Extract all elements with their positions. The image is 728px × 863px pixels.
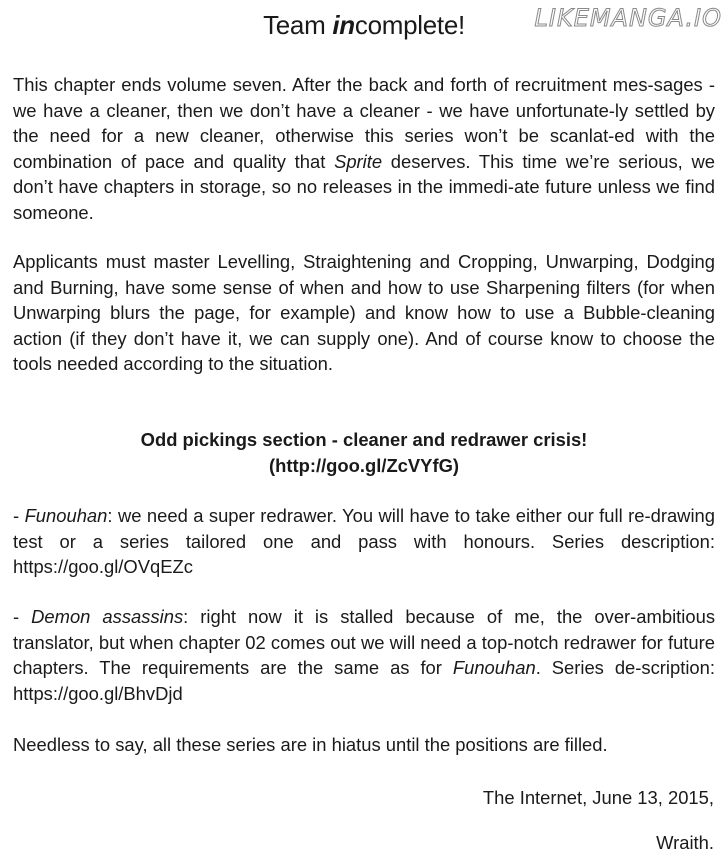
series-title-sprite: Sprite <box>334 150 383 172</box>
section-heading-link[interactable]: (http://goo.gl/ZcVYfG) <box>269 454 459 476</box>
p1-text-b: deserves. This time we’re serious, we don’t have chapters in storage, so no releases in the immedi-ate future unless we find someone. <box>13 150 715 223</box>
series-demon-text-b: . Series de-scription: https://goo.gl/BhvDjd <box>13 657 715 704</box>
volume-end-paragraph <box>13 72 715 225</box>
series-name-demon-assassins: Demon assassins <box>31 606 184 627</box>
series-prefix: - <box>13 505 25 526</box>
series-demon-text-a: : right now it is stalled because of me, the over-ambitious translator, but when chapter 02 comes out we will need a top-notch redrawer for future chapters. The requirements are the same as for <box>13 606 716 678</box>
series-prefix: - <box>13 606 32 627</box>
section-heading-text: Odd pickings section - cleaner and redrawer crisis! <box>140 429 588 450</box>
title-suffix: complete! <box>354 10 465 40</box>
title-emphasis: in <box>332 10 355 40</box>
title-prefix: Team <box>263 10 333 40</box>
applicant-requirements-paragraph: Applicants must master Levelling, Straightening and Cropping, Unwarping, Dodging and Burning, have some sense of when and how to use Sharpening filters (for when Unwarping blurs the page, for example) and know how to use a Bubble-cleaning action (if they don’t have it, we can supply one). And of course know to choose the tools needed according to the situation. <box>13 251 715 374</box>
series-funouhan-text: : we need a super redrawer. You will have to take either our full re-drawing test or a series tailored one and pass with honours. Series description: https://goo.gl/OVqEZc <box>13 505 715 577</box>
series-name-funouhan: Funouhan <box>24 505 108 526</box>
series-demon-assassins-paragraph <box>13 604 715 706</box>
series-funouhan-paragraph <box>13 503 715 580</box>
section-heading <box>0 427 728 478</box>
p1-text-a: This chapter ends volume seven. After the back and forth of recruitment mes-sages - we have a cleaner, then we don’t have a cleaner - we have unfortunate-ly settled by the need for a new cleaner, otherwise this series won’t be scanlat-ed with the combination of pace and quality that <box>13 74 715 172</box>
dateline: The Internet, June 13, 2015, <box>482 787 714 808</box>
hiatus-note: Needless to say, all these series are in hiatus until the positions are filled. <box>13 734 608 755</box>
series-ref-funouhan: Funouhan <box>452 657 536 678</box>
watermark-logo: LIKEMANGA.IO <box>534 4 722 32</box>
signature: Wraith. <box>656 832 714 853</box>
